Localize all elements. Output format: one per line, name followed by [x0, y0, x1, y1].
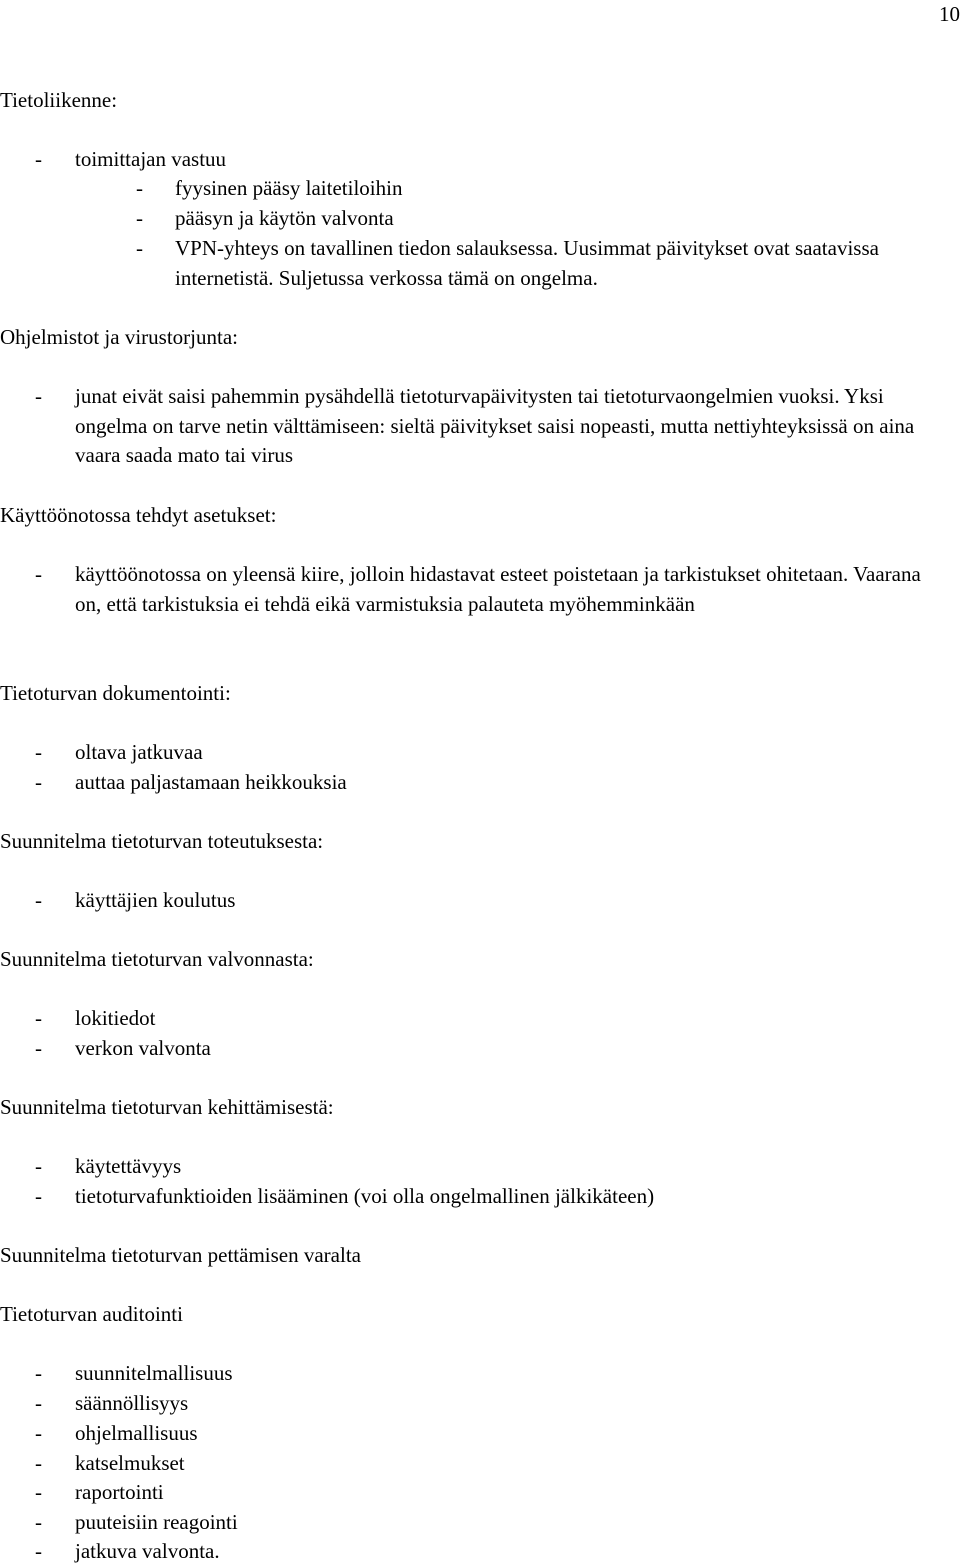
list-item — [0, 1508, 930, 1538]
list-bullet: - — [35, 1451, 42, 1475]
list-bullet: - — [35, 1006, 42, 1030]
list-bullet: - — [136, 206, 143, 230]
list-item — [0, 738, 930, 768]
section-heading-valvonta: Suunnitelma tietoturvan valvonnasta: — [0, 947, 314, 971]
list-item-text: jatkuva valvonta. — [75, 1539, 220, 1563]
list-item-text: tietoturvafunktioiden lisääminen (voi olla ongelmallinen jälkikäteen) — [75, 1184, 655, 1208]
list-item — [0, 1004, 930, 1034]
list-item-text: suunnitelmallisuus — [75, 1361, 233, 1385]
list-bullet: - — [35, 562, 42, 586]
list-bullet: - — [35, 147, 42, 171]
list-bullet: - — [136, 236, 143, 260]
list-bullet: - — [136, 176, 143, 200]
list-item — [0, 1419, 930, 1449]
list-item-text: käyttöönotossa on yleensä kiire, jolloin hidastavat esteet poistetaan ja tarkistukset ohitetaan. Vaarana on, että tarkistuksia ei tehdä eikä varmistuksia palauteta myöhemminkään — [75, 562, 921, 616]
list-item — [0, 886, 930, 916]
list-item — [0, 1034, 930, 1064]
page-number: 10 — [939, 2, 960, 26]
list-item-text: katselmukset — [75, 1451, 185, 1475]
list-item-text: käytettävyys — [75, 1154, 182, 1178]
list-bullet: - — [35, 1184, 42, 1208]
section-heading-auditointi: Tietoturvan auditointi — [0, 1302, 183, 1326]
list-item-text: raportointi — [75, 1480, 164, 1504]
list-bullet: - — [35, 1361, 42, 1385]
list-bullet: - — [35, 1036, 42, 1060]
list-item — [0, 560, 930, 619]
list-item — [0, 382, 930, 471]
list-bullet: - — [35, 740, 42, 764]
list-item — [0, 1478, 930, 1508]
section-heading-ohjelmistot: Ohjelmistot ja virustorjunta: — [0, 325, 238, 349]
list-item — [0, 1182, 930, 1212]
list-item-text: VPN-yhteys on tavallinen tiedon salauksessa. Uusimmat päivitykset ovat saatavissa internetistä. Suljetussa verkossa tämä on ongelma. — [175, 236, 879, 290]
list-item-text: puuteisiin reagointi — [75, 1510, 238, 1534]
list-item-text: toimittajan vastuu — [75, 147, 227, 171]
list-item — [0, 768, 930, 798]
list-item-text: pääsyn ja käytön valvonta — [175, 206, 394, 230]
list-item-text: fyysinen pääsy laitetiloihin — [175, 176, 403, 200]
list-bullet: - — [35, 1539, 42, 1563]
list-item-text: lokitiedot — [75, 1006, 156, 1030]
list-item-text: ohjelmallisuus — [75, 1421, 198, 1445]
list-bullet: - — [35, 1154, 42, 1178]
list-bullet: - — [35, 1391, 42, 1415]
list-bullet: - — [35, 1480, 42, 1504]
list-item-text: käyttäjien koulutus — [75, 888, 236, 912]
list-item — [0, 1537, 930, 1567]
list-bullet: - — [35, 888, 42, 912]
list-bullet: - — [35, 384, 42, 408]
list-item — [0, 1359, 930, 1389]
list-item — [0, 1449, 930, 1479]
list-bullet: - — [35, 770, 42, 794]
section-heading-kayttoonotto: Käyttöönotossa tehdyt asetukset: — [0, 503, 277, 527]
list-item-text: auttaa paljastamaan heikkouksia — [75, 770, 347, 794]
sub-list-item — [0, 234, 930, 293]
section-heading-tietoliikenne: Tietoliikenne: — [0, 88, 118, 112]
list-item-text: oltava jatkuvaa — [75, 740, 203, 764]
sub-list-item — [0, 174, 930, 204]
list-bullet: - — [35, 1421, 42, 1445]
sub-list-item — [0, 204, 930, 234]
section-heading-kehittaminen: Suunnitelma tietoturvan kehittämisestä: — [0, 1095, 334, 1119]
list-item-text: verkon valvonta — [75, 1036, 211, 1060]
section-heading-pettaminen: Suunnitelma tietoturvan pettämisen varalta — [0, 1243, 361, 1267]
section-heading-toteutus: Suunnitelma tietoturvan toteutuksesta: — [0, 829, 324, 853]
list-item-text: säännöllisyys — [75, 1391, 189, 1415]
list-item — [0, 1152, 930, 1182]
list-item — [0, 145, 930, 175]
list-item-text: junat eivät saisi pahemmin pysähdellä tietoturvapäivitysten tai tietoturvaongelmien vuoksi. Yksi ongelma on tarve netin välttämiseen: sieltä päivitykset saisi nopeasti, mutta nettiyhteyksissä on aina vaara saada mato tai virus — [75, 384, 915, 468]
list-item — [0, 1389, 930, 1419]
section-heading-dokumentointi: Tietoturvan dokumentointi: — [0, 681, 231, 705]
list-bullet: - — [35, 1510, 42, 1534]
